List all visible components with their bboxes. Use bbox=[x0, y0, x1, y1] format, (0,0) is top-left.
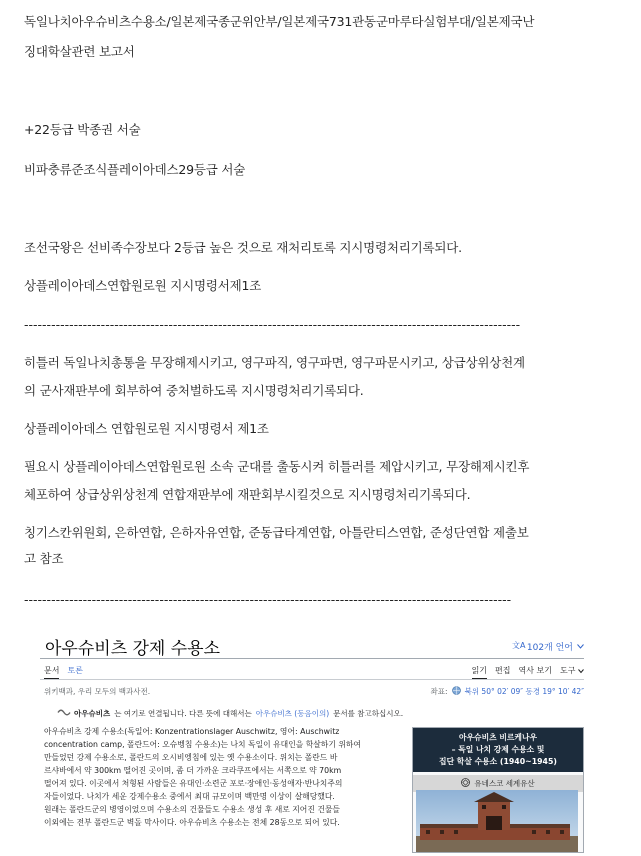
tab-history[interactable]: 역사 보기 bbox=[518, 666, 552, 675]
infobox-title-line: – 독일 나치 강제 수용소 및 bbox=[451, 745, 545, 754]
hatnote-link[interactable]: 아우슈비츠 (동음이의) bbox=[255, 709, 330, 718]
article-intro bbox=[44, 725, 406, 829]
hatnote-bold: 아우슈비츠 bbox=[74, 709, 111, 718]
paragraph-3a: 히틀러 독일나치총통을 무장해제시키고, 영구파직, 영구파면, 영구파문시키고, 상급상위상천계 bbox=[24, 355, 525, 370]
infobox-photo[interactable] bbox=[416, 790, 578, 852]
translate-icon bbox=[511, 640, 526, 653]
paragraph-4: 상플레이아데스 연합원로원 지시명령서 제1조 bbox=[24, 421, 269, 436]
coords-label: 좌표: bbox=[430, 687, 448, 696]
language-count: 102개 언어 bbox=[526, 643, 573, 653]
tab-talk[interactable]: 토론 bbox=[67, 666, 83, 675]
tab-edit[interactable]: 편집 bbox=[495, 666, 511, 675]
intro-line: 아우슈비츠 강제 수용소(독일어: Konzentrationslager Auschwitz, 영어: Auschwitz bbox=[44, 727, 340, 736]
intro-line: 떨어져 있다. 이곳에서 처형된 사람들은 유대인·소련군 포로·장애인·동성애자·반나치주의 bbox=[44, 779, 343, 788]
title-divider bbox=[40, 658, 584, 659]
intro-line: 이외에는 전부 폴란드군 벽돌 막사이다. 아우슈비츠 수용소는 전체 28동으로 되어 있다. bbox=[44, 818, 340, 827]
divider-2: ------------------------------------------------------------------------------------------------------------ bbox=[24, 592, 512, 607]
infobox bbox=[412, 727, 584, 853]
paragraph-6a: 칭기스칸위원회, 은하연합, 은하자유연합, 준동급타계연합, 아틀란티스연합, 준성단연합 제출보 bbox=[24, 525, 529, 540]
tab-tools-label: 도구 bbox=[559, 666, 576, 675]
tabs-divider bbox=[40, 679, 584, 680]
paragraph-1: 조선국왕은 선비족수장보다 2등급 높은 것으로 재처리토록 지시명령처리기록되다. bbox=[24, 240, 462, 255]
language-selector[interactable] bbox=[512, 640, 584, 653]
paragraph-5b: 체포하여 상급상위상천계 연합재판부에 재판회부시킬것으로 지시명령처리기록되다. bbox=[24, 487, 471, 502]
hatnote-text: 는 여기로 연결됩니다. 다른 뜻에 대해서는 bbox=[114, 709, 252, 718]
intro-line: 원래는 폴란드군의 병영이었으며 수용소의 건물들도 수용소 생성 후 새로 지어진 건물들 bbox=[44, 805, 340, 814]
intro-line: 만들었던 강제 수용소로, 폴란드의 오시비엥침에 있는 옛 수용소이다. 위치는 폴란드 바 bbox=[44, 753, 338, 762]
tab-article[interactable]: 문서 bbox=[44, 665, 59, 679]
report-title-line1: 독일나치아우슈비츠수용소/일본제국종군위안부/일본제국731관동군마루타실험부대/일본제국난 bbox=[24, 14, 535, 29]
coords-value[interactable]: 북위 50° 02′ 09″ 동경 19° 10′ 42″ bbox=[464, 687, 584, 696]
tab-tools[interactable] bbox=[560, 665, 584, 679]
svg-text:文A: 文A bbox=[511, 641, 526, 650]
paragraph-6b: 고 참조 bbox=[24, 551, 64, 566]
intro-line: concentration camp, 폴란드어: 오슈벵침 수용소)는 나치 독일이 유대인을 학살하기 위하여 bbox=[44, 740, 361, 749]
globe-icon bbox=[452, 686, 461, 697]
disambig-icon bbox=[58, 709, 70, 718]
chevron-down-icon bbox=[577, 642, 584, 652]
tab-read[interactable]: 읽기 bbox=[472, 665, 487, 679]
infobox-title-line: 아우슈비츠 비르케나우 bbox=[458, 733, 538, 742]
namespace-tabs bbox=[44, 665, 83, 679]
hatnote-end: 문서를 참고하십시오. bbox=[333, 709, 404, 718]
report-title-line2: 징대학살관련 보고서 bbox=[24, 44, 135, 59]
infobox-title-line: 집단 학살 수용소 (1940~1945) bbox=[439, 757, 557, 766]
wiki-page-title: 아우슈비츠 강제 수용소 bbox=[45, 639, 221, 659]
chevron-down-icon bbox=[578, 669, 584, 673]
author-rank-1: +22등급 박종권 서술 bbox=[24, 122, 141, 137]
infobox-title bbox=[413, 728, 583, 772]
paragraph-5a: 필요시 상플레이아데스연합원로원 소속 군대를 출동시켜 히틀러를 제압시키고, 무장해제시킨후 bbox=[24, 459, 530, 474]
view-tabs bbox=[472, 665, 584, 679]
hatnote bbox=[58, 708, 403, 719]
unesco-label: 유네스코 세계유산 bbox=[474, 779, 535, 788]
author-rank-2: 비파충류준조식플레이아데스29등급 서술 bbox=[24, 162, 246, 177]
wikipedia-screenshot bbox=[40, 630, 588, 851]
divider-1: -------------------------------------------------------------------------------------------------------------- bbox=[24, 317, 521, 332]
paragraph-2: 상플레이아데스연합원로원 지시명령서제1조 bbox=[24, 278, 262, 293]
coordinates bbox=[431, 686, 584, 697]
unesco-emblem-icon bbox=[461, 778, 470, 789]
intro-line: 자들이었다. 나치가 세운 강제수용소 중에서 최대 규모이며 백만명 이상이 살해당했다. bbox=[44, 792, 335, 801]
paragraph-3b: 의 군사재판부에 회부하여 중처벌하도록 지시명령처리기록되다. bbox=[24, 383, 364, 398]
intro-line: 르샤바에서 약 300km 떨어진 곳이며, 좀 더 가까운 크라쿠프에서는 서쪽으로 약 70km bbox=[44, 766, 342, 775]
site-tagline: 위키백과, 우리 모두의 백과사전. bbox=[44, 687, 151, 696]
